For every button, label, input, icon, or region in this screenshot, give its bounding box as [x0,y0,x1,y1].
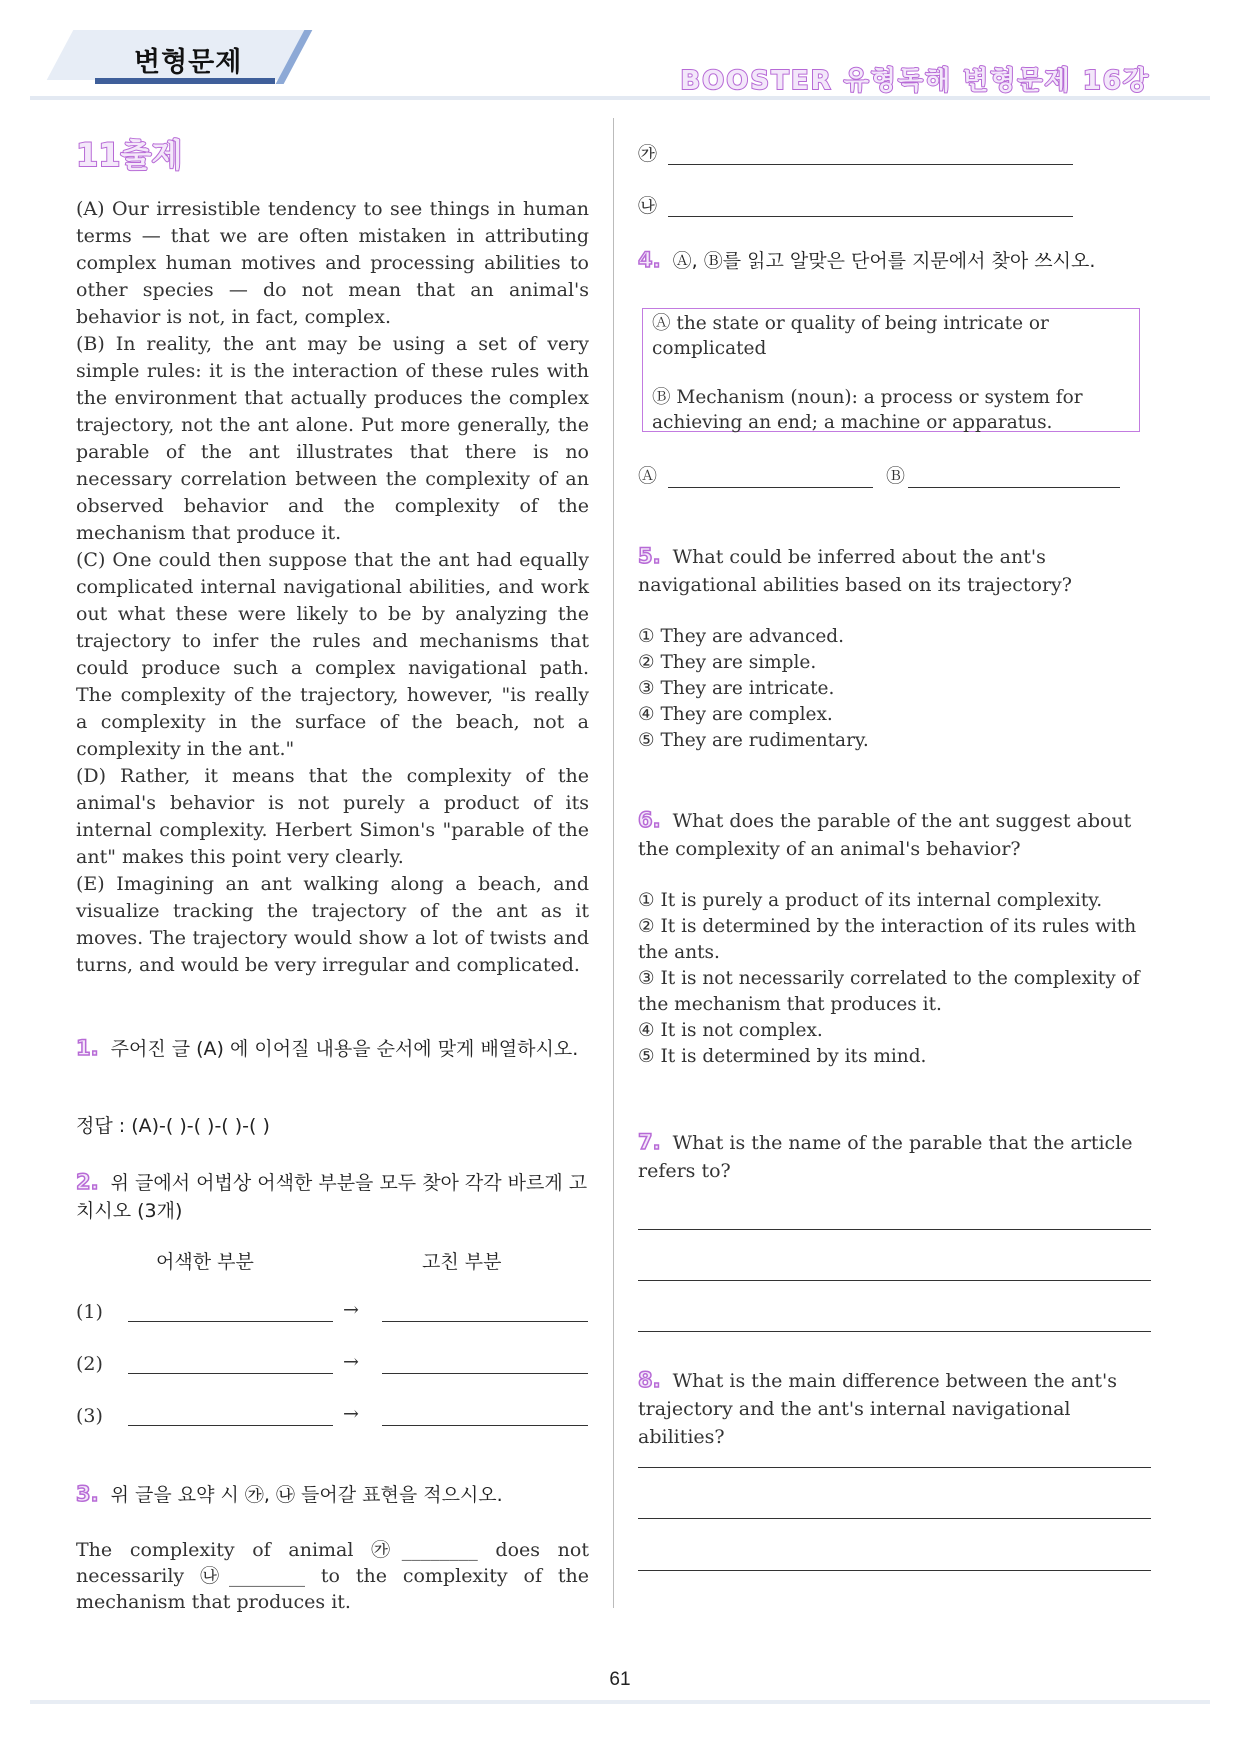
question-text: 위 글에서 어법상 어색한 부분을 모두 찾아 각각 바르게 고치시오 (3개) [76,1172,588,1222]
question-8 [638,1366,1148,1451]
answer-line[interactable] [638,1330,1151,1332]
blank-b[interactable] [908,486,1120,488]
question-1 [76,1034,589,1063]
page-number: 61 [609,1669,631,1690]
question-text: What does the parable of the ant suggest about the complexity of an animal's behavior? [638,810,1132,860]
passage [76,196,589,979]
blank-label-a: ㉮ [638,143,658,165]
fixed-blank-2[interactable] [382,1372,588,1374]
option-1[interactable]: ① They are advanced. [638,626,845,647]
header-title: BOOSTER 유형독해 변형문제 16강 [680,66,1150,96]
question-text: What could be inferred about the ant's navigational abilities based on its trajectory? [638,546,1072,596]
question-2 [76,1168,589,1225]
wrong-blank-3[interactable] [128,1424,333,1426]
option-1[interactable]: ① It is purely a product of its internal complexity. [638,890,1103,911]
question-text: What is the main difference between the ant's trajectory and the ant's internal navigational abilities? [638,1370,1117,1448]
option-2[interactable]: ② They are simple. [638,652,817,673]
answer-line[interactable] [638,1466,1151,1468]
summary-line-3: mechanism that produces it. [76,1591,351,1613]
option-5[interactable]: ⑤ They are rudimentary. [638,730,869,751]
answer-line[interactable] [638,1569,1151,1571]
option-3[interactable]: ③ They are intricate. [638,678,835,699]
question-5 [638,542,1148,599]
question-number: 3. [76,1482,99,1506]
answer-blank-a[interactable] [668,163,1073,165]
summary-line-2: necessarily ㉯________ to the complexity of the [76,1565,589,1587]
question-number: 7. [638,1130,661,1154]
passage-paragraph-d: (D) Rather, it means that the complexity of the animal's behavior is not purely a product of its internal complexity. Herbert Simon's "parable of the ant" makes this point very clearly. [76,765,589,868]
fixed-blank-1[interactable] [382,1320,588,1322]
footer-divider [30,1700,1210,1704]
passage-paragraph-a: (A) Our irresistible tendency to see things in human terms — that we are often mistaken in attributing complex human motives and processing abilities to other species — do not mean that an animal's behavior is not, in fact, complex. [76,198,589,328]
label-b: Ⓑ [886,465,906,487]
options-q6 [638,888,1148,1070]
question-number: 5. [638,544,661,568]
answer-blank-b[interactable] [668,215,1073,217]
definition-a: Ⓐ the state or quality of being intricate or complicated [652,313,1049,359]
question-text: 주어진 글 (A) 에 이어질 내용을 순서에 맞게 배열하시오. [110,1038,579,1060]
blank-a[interactable] [668,486,873,488]
question-number: 1. [76,1036,99,1060]
arrow-icon: → [343,1299,359,1321]
header-divider [30,96,1210,100]
question-4 [638,246,1148,275]
question-number: 8. [638,1368,661,1392]
question-text: Ⓐ, Ⓑ를 읽고 알맞은 단어를 지문에서 찾아 쓰시오. [672,250,1096,272]
q1-answer[interactable]: 정답 : (A)-( )-( )-( )-( ) [76,1115,270,1137]
definition-b: Ⓑ Mechanism (noun): a process or system for achieving an end; a machine or apparatus. [652,387,1083,433]
options-q5 [638,624,1148,754]
arrow-icon: → [343,1403,359,1425]
wrong-blank-1[interactable] [128,1320,333,1322]
option-4[interactable]: ④ They are complex. [638,704,833,725]
passage-paragraph-b: (B) In reality, the ant may be using a set of very simple rules: it is the interaction of these rules with the environment that actually produces the complex trajectory, not the ant alone. Put more generally, the parable of the ant illustrates that there is no necessary correlation between the complexity of an observed behavior and the complexity of the mechanism that produce it. [76,333,589,544]
column-divider [613,118,614,1608]
header-tag: 변형문제 [134,47,243,78]
question-3 [76,1480,589,1509]
row-label-2: (2) [76,1353,103,1375]
col-header-wrong: 어색한 부분 [156,1251,254,1273]
col-header-fixed: 고친 부분 [422,1251,502,1273]
row-label-1: (1) [76,1301,103,1323]
definition-box [642,308,1140,432]
option-3[interactable]: ③ It is not necessarily correlated to the complexity of the mechanism that produces it. [638,968,1140,1015]
passage-paragraph-e: (E) Imagining an ant walking along a beach, and visualize tracking the trajectory of the ant as it moves. The trajectory would show a lot of twists and turns, and would be very irregular and complicated. [76,873,589,976]
question-6 [638,806,1148,863]
answer-line[interactable] [638,1228,1151,1230]
fixed-blank-3[interactable] [382,1424,588,1426]
option-4[interactable]: ④ It is not complex. [638,1020,823,1041]
arrow-icon: → [343,1351,359,1373]
wrong-blank-2[interactable] [128,1372,333,1374]
option-2[interactable]: ② It is determined by the interaction of its rules with the ants. [638,916,1137,963]
summary-line-1: The complexity of animal ㉮________ does not [76,1539,589,1561]
answer-line[interactable] [638,1517,1151,1519]
question-7 [638,1128,1148,1185]
question-text: 위 글을 요약 시 ㉮, ㉯ 들어갈 표현을 적으시오. [110,1484,503,1506]
option-5[interactable]: ⑤ It is determined by its mind. [638,1046,927,1067]
section-title: 11출제 [76,136,183,174]
passage-paragraph-c: (C) One could then suppose that the ant had equally complicated internal navigational abilities, and work out what these were likely to be by analyzing the trajectory to infer the rules and mechanisms that could produce such a complex navigational path. The complexity of the trajectory, however, "is really a complexity in the surface of the beach, not a complexity in the ant." [76,549,589,760]
answer-line[interactable] [638,1279,1151,1281]
question-number: 4. [638,248,661,272]
label-a: Ⓐ [638,465,658,487]
question-number: 6. [638,808,661,832]
blank-label-b: ㉯ [638,195,658,217]
question-text: What is the name of the parable that the article refers to? [638,1132,1133,1182]
row-label-3: (3) [76,1405,103,1427]
question-number: 2. [76,1170,99,1194]
